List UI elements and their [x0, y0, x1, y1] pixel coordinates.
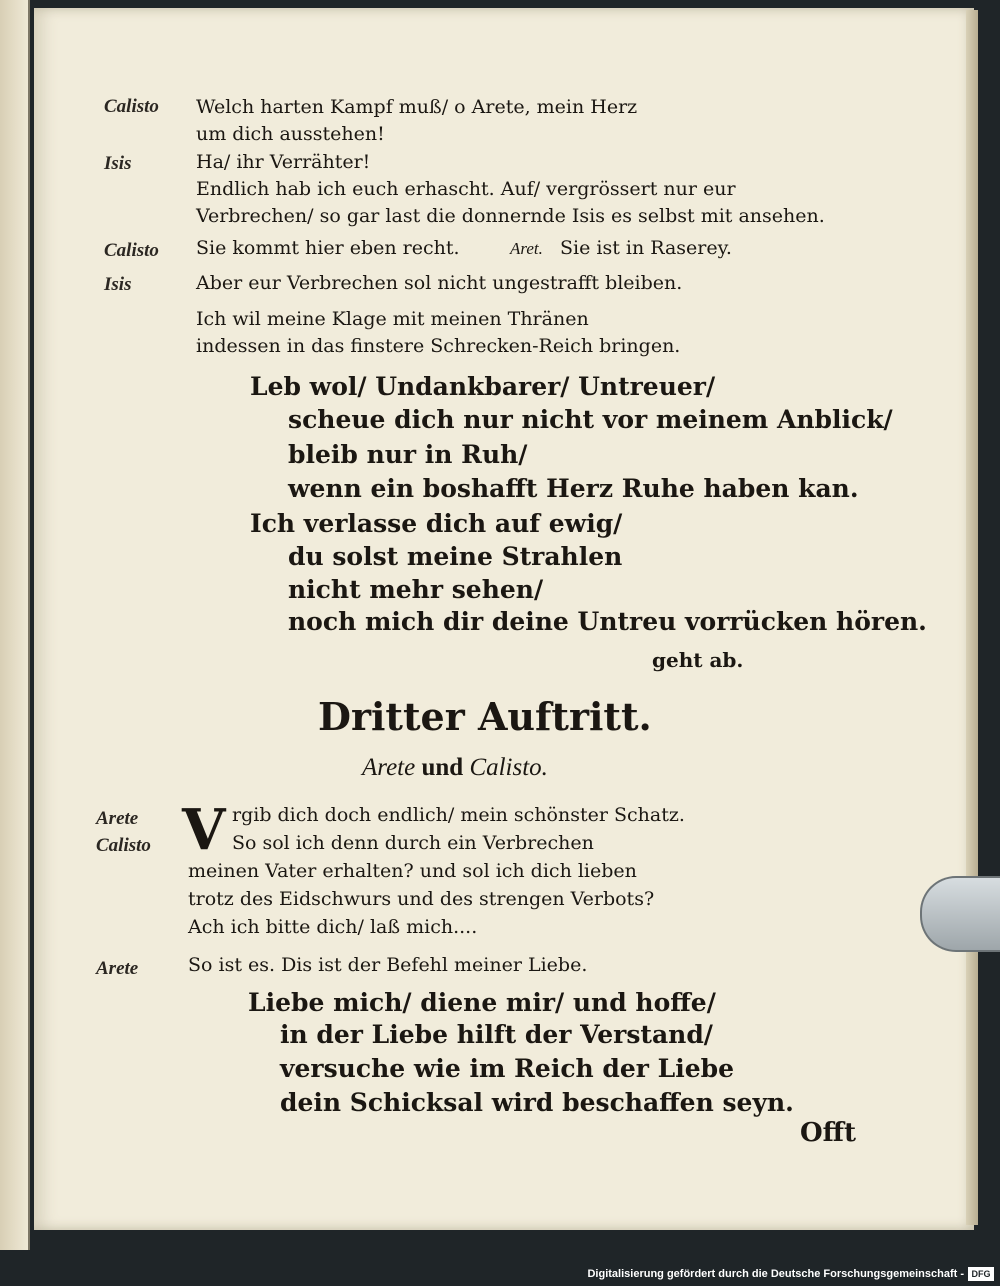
facing-page-edge	[0, 0, 30, 1250]
scene-persons	[362, 754, 548, 782]
aria-line: nicht mehr sehen/	[288, 575, 544, 604]
dialogue-text: indessen in das finstere Schrecken-Reich bringen.	[196, 335, 681, 357]
dialogue-text: Ach ich bitte dich/ laß mich....	[188, 916, 478, 938]
speaker-name: Arete	[96, 958, 139, 979]
catchword: Offt	[800, 1118, 856, 1148]
speaker-name: Arete	[96, 808, 139, 829]
page-turn-tab[interactable]	[920, 876, 1000, 952]
aside-text: Sie ist in Raserey.	[560, 237, 732, 259]
dialogue-text: Ha/ ihr Verrähter!	[196, 151, 371, 173]
aria-line: du solst meine Strahlen	[288, 542, 623, 571]
dfg-logo: DFG	[968, 1267, 994, 1281]
speaker-name: Calisto	[96, 835, 151, 856]
aria-line: dein Schicksal wird beschaffen seyn.	[280, 1088, 794, 1117]
aria-line: bleib nur in Ruh/	[288, 440, 528, 469]
funding-credit: Digitalisierung gefördert durch die Deutsche Forschungsgemeinschaft -	[587, 1268, 964, 1280]
dialogue-text: So ist es. Dis ist der Befehl meiner Liebe.	[188, 954, 588, 976]
aria-line: scheue dich nur nicht vor meinem Anblick/	[288, 405, 893, 434]
dialogue-text: Ich wil meine Klage mit meinen Thränen	[196, 308, 589, 330]
aria-line: noch mich dir deine Untreu vorrücken hören.	[288, 607, 927, 636]
dialogue-text: Sie kommt hier eben recht.	[196, 237, 460, 259]
dialogue-text: um dich ausstehen!	[196, 123, 385, 145]
stage-direction: geht ab.	[652, 648, 744, 672]
aside-speaker: Aret.	[510, 239, 543, 258]
dialogue-text: trotz des Eidschwurs und des strengen Verbots?	[188, 888, 655, 910]
aria-line: versuche wie im Reich der Liebe	[280, 1054, 735, 1083]
dialogue-text: Endlich hab ich euch erhascht. Auf/ vergrössert nur eur	[196, 178, 736, 200]
speaker-name: Calisto	[104, 96, 159, 117]
aria-line: in der Liebe hilft der Verstand/	[280, 1020, 713, 1049]
scene-heading: Dritter Auftritt.	[318, 694, 652, 739]
dialogue-text: Welch harten Kampf muß/ o Arete, mein Herz	[196, 96, 638, 118]
person-name: Arete	[362, 754, 416, 781]
dialogue-text: meinen Vater erhalten? und sol ich dich lieben	[188, 860, 637, 882]
dialogue-text: So sol ich denn durch ein Verbrechen	[232, 832, 594, 854]
speaker-name: Isis	[104, 153, 132, 174]
persons-conjunction: und	[421, 754, 464, 781]
dialogue-text: Verbrechen/ so gar last die donnernde Isis es selbst mit ansehen.	[196, 205, 825, 227]
aria-line: Leb wol/ Undankbarer/ Untreuer/	[250, 372, 716, 401]
dialogue-text: Aber eur Verbrechen sol nicht ungestrafft bleiben.	[196, 272, 683, 294]
speaker-name: Isis	[104, 274, 132, 295]
aria-line: wenn ein boshafft Herz Ruhe haben kan.	[288, 474, 859, 503]
drop-capital: V	[182, 797, 226, 863]
page-fore-edge	[966, 10, 978, 1225]
dialogue-text: rgib dich doch endlich/ mein schönster Schatz.	[232, 804, 685, 826]
person-name: Calisto.	[469, 754, 548, 781]
speaker-name: Calisto	[104, 240, 159, 261]
dialogue-line	[104, 96, 159, 118]
aria-line: Liebe mich/ diene mir/ und hoffe/	[248, 988, 716, 1017]
aria-line: Ich verlasse dich auf ewig/	[250, 509, 623, 538]
